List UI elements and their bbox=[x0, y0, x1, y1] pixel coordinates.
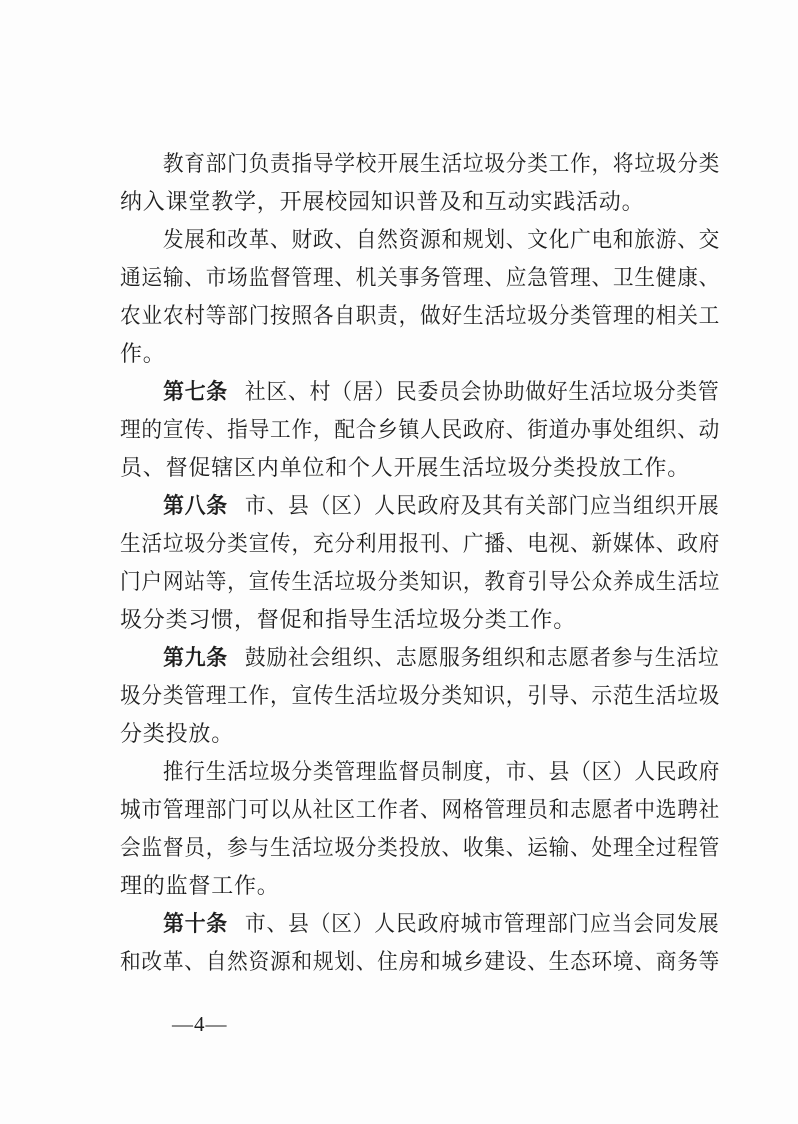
line-text: 分类投放。 bbox=[120, 722, 235, 747]
line-text: 会监督员，参与生活垃圾分类投放、收集、运输、处理全过程管 bbox=[120, 836, 721, 861]
text-line bbox=[120, 602, 720, 640]
text-line bbox=[120, 944, 721, 982]
document-body bbox=[120, 146, 720, 982]
text-line bbox=[120, 830, 721, 868]
text-line bbox=[120, 298, 721, 336]
text-line bbox=[120, 412, 721, 450]
line-text: 纳入课堂教学，开展校园知识普及和互动实践活动。 bbox=[120, 190, 645, 215]
article-text: 市、县（区）人民政府及其有关部门应当组织开展 bbox=[244, 494, 720, 519]
article-heading: 第七条 bbox=[163, 380, 228, 405]
line-text: 理的宣传、指导工作，配合乡镇人民政府、街道办事处组织、动 bbox=[120, 418, 721, 443]
text-line bbox=[120, 526, 721, 564]
article-heading: 第八条 bbox=[163, 494, 228, 519]
line-text: 农业农村等部门按照各自职责，做好生活垃圾分类管理的相关工 bbox=[120, 304, 721, 329]
text-line bbox=[120, 868, 720, 906]
text-line bbox=[120, 754, 721, 792]
line-text: 生活垃圾分类宣传，充分利用报刊、广播、电视、新媒体、政府 bbox=[120, 532, 721, 557]
text-line bbox=[120, 184, 720, 222]
text-line bbox=[120, 678, 721, 716]
line-text: 门户网站等，宣传生活垃圾分类知识，教育引导公众养成生活垃 bbox=[120, 570, 721, 595]
text-line bbox=[120, 336, 720, 374]
text-line bbox=[120, 640, 720, 678]
line-text: 理的监督工作。 bbox=[120, 874, 280, 899]
line-text: 圾分类习惯，督促和指导生活垃圾分类工作。 bbox=[120, 608, 577, 633]
line-text: 发展和改革、财政、自然资源和规划、文化广电和旅游、交 bbox=[120, 228, 721, 253]
line-text: 员、督促辖区内单位和个人开展生活垃圾分类投放工作。 bbox=[120, 456, 691, 481]
article-heading: 第九条 bbox=[163, 646, 228, 671]
line-text: 圾分类管理工作，宣传生活垃圾分类知识，引导、示范生活垃圾 bbox=[120, 684, 721, 709]
line-text: 城市管理部门可以从社区工作者、网格管理员和志愿者中选聘社 bbox=[120, 798, 721, 823]
line-text: 通运输、市场监督管理、机关事务管理、应急管理、卫生健康、 bbox=[120, 266, 721, 291]
text-line bbox=[120, 260, 721, 298]
line-text: 作。 bbox=[120, 342, 166, 367]
text-line bbox=[120, 146, 721, 184]
article-text: 鼓励社会组织、志愿服务组织和志愿者参与生活垃 bbox=[244, 646, 720, 671]
line-text: 推行生活垃圾分类管理监督员制度，市、县（区）人民政府 bbox=[120, 760, 721, 785]
line-text: 和改革、自然资源和规划、住房和城乡建设、生态环境、商务等 bbox=[120, 950, 721, 975]
text-line bbox=[120, 450, 720, 488]
text-line bbox=[120, 222, 721, 260]
article-text: 市、县（区）人民政府城市管理部门应当会同发展 bbox=[244, 912, 720, 937]
article-text: 社区、村（居）民委员会协助做好生活垃圾分类管 bbox=[244, 380, 720, 405]
article-heading: 第十条 bbox=[163, 912, 228, 937]
line-text: 教育部门负责指导学校开展生活垃圾分类工作，将垃圾分类 bbox=[120, 152, 721, 177]
text-line bbox=[120, 906, 720, 944]
page-number: —4— bbox=[172, 1012, 228, 1036]
text-line bbox=[120, 374, 720, 412]
text-line bbox=[120, 564, 721, 602]
text-line bbox=[120, 488, 720, 526]
text-line bbox=[120, 716, 720, 754]
text-line bbox=[120, 792, 721, 830]
